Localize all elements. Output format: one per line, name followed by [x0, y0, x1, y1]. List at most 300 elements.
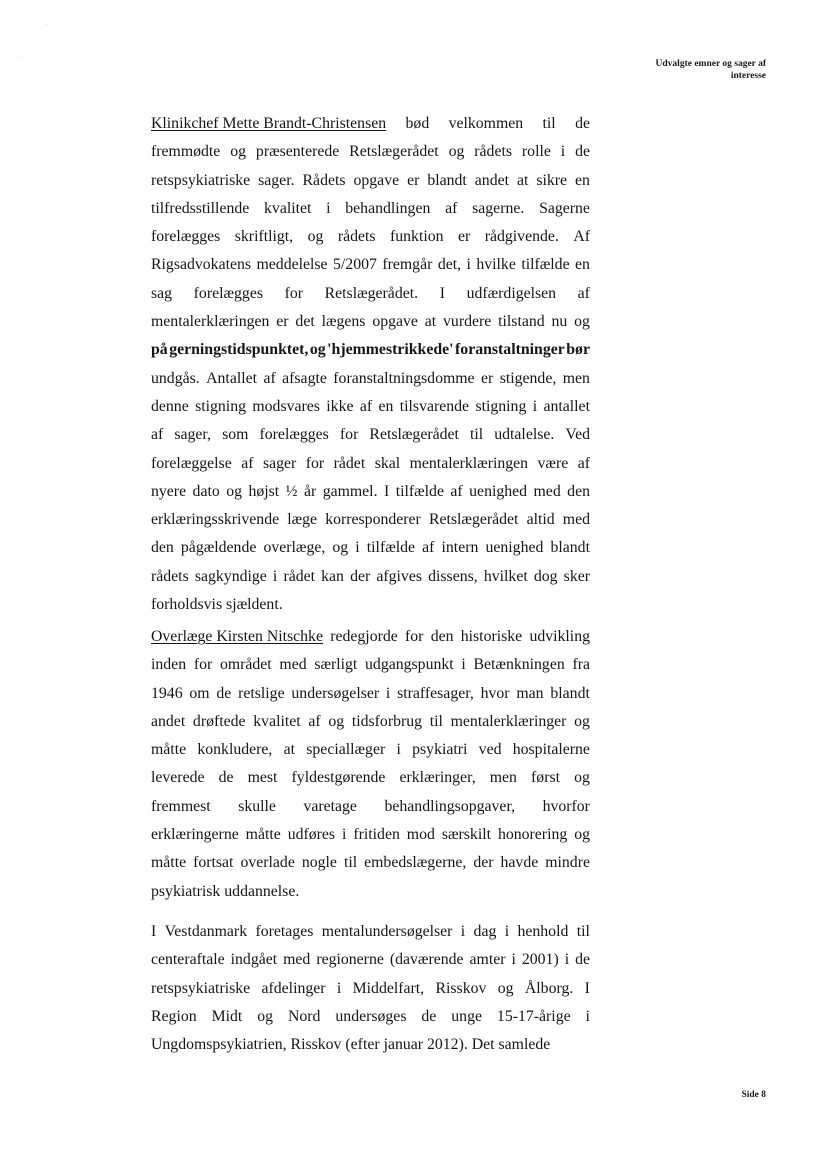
word: i [385, 684, 391, 702]
word: lægens [321, 313, 366, 331]
word: de [575, 115, 590, 132]
word: I [439, 284, 445, 302]
word: højst [248, 482, 280, 500]
text-line [151, 365, 590, 393]
word: antallet [543, 397, 590, 415]
word: henhold [517, 923, 569, 940]
word: være [537, 454, 569, 472]
word: og [574, 826, 590, 844]
underlined-name: Overlæge Kirsten Nitschke [151, 628, 323, 645]
text-line [151, 878, 590, 906]
word: år [303, 482, 317, 500]
word: i [504, 923, 510, 940]
word: varetage [303, 797, 357, 815]
header-line-1: Udvalgte emner og sager af [655, 59, 766, 69]
word: tilstand [498, 313, 545, 331]
word: og [574, 712, 590, 730]
word: Ved [565, 426, 590, 444]
word: (daværende [389, 951, 464, 969]
word: blandt [550, 539, 590, 557]
text-line [151, 138, 590, 166]
word: meddelelse [256, 256, 328, 274]
word: Retslægerådet [428, 511, 519, 529]
word: om [189, 684, 210, 702]
text-line [151, 736, 590, 764]
word: havde [500, 854, 539, 872]
word: Sagerne [539, 199, 590, 217]
word: den [151, 539, 174, 557]
text-line [151, 421, 590, 449]
word: særligt [314, 656, 358, 674]
word: og [332, 539, 349, 557]
word: til [576, 923, 590, 940]
word: I [584, 979, 590, 997]
word: tilfælde [521, 256, 570, 274]
word: det, [437, 256, 462, 274]
word: for [193, 656, 213, 674]
word: udvikling [529, 628, 590, 645]
word: udføres [287, 826, 336, 844]
word: stigning [475, 397, 527, 415]
text-line [151, 623, 590, 651]
word: er [407, 171, 420, 189]
word: af [151, 426, 164, 444]
text-line [151, 975, 590, 1003]
text-line [151, 680, 590, 708]
word: kvalitet [253, 712, 301, 730]
word: af [241, 454, 254, 472]
word: hvilket [483, 567, 528, 585]
word: sjældent. [226, 596, 283, 614]
word: dag [473, 923, 497, 940]
word: skal [374, 454, 401, 472]
word: Retslægerådet [369, 426, 459, 444]
word: der [473, 854, 494, 872]
word: og [574, 769, 590, 787]
word: af [577, 454, 590, 472]
word: opgave [372, 313, 418, 331]
word: og [307, 228, 324, 246]
text-line [151, 251, 590, 279]
word: men [489, 769, 517, 787]
word: behandlingen [345, 199, 431, 217]
text-line [151, 478, 590, 506]
text-line [151, 821, 590, 849]
word: i [532, 397, 538, 415]
word: sag [151, 284, 173, 302]
word: Retslægerådet. [324, 284, 419, 302]
word: for [284, 284, 304, 302]
word: korresponderer [325, 511, 421, 529]
word: redegjorde [330, 628, 398, 645]
word: rådets [337, 228, 376, 246]
word: og [226, 482, 242, 500]
word: retslige [238, 684, 285, 702]
word: honorering [497, 826, 568, 844]
word: i [466, 256, 471, 274]
word: bød [405, 115, 430, 132]
page-number: Side 8 [741, 1090, 766, 1100]
word: psykiatrisk [151, 882, 225, 900]
header-line-2: interesse [730, 71, 766, 81]
word: gerningstidspunktet, [169, 341, 309, 359]
word: modsvares [252, 397, 320, 415]
word: funktion [390, 228, 444, 246]
text-line [151, 195, 590, 223]
word: i [396, 741, 401, 759]
word: i [585, 1007, 590, 1025]
word: læge [287, 511, 318, 529]
word: for [405, 628, 424, 645]
word: Risskov [290, 1036, 346, 1054]
word: at [516, 171, 529, 189]
word: kvalitet [264, 199, 312, 217]
scan-speck: · [18, 54, 20, 60]
word: erklæringerne [151, 826, 239, 844]
word: det [295, 313, 315, 331]
word: nyere [151, 482, 187, 500]
word: Region [151, 1007, 197, 1025]
word: foretages [255, 923, 314, 940]
text-line [151, 651, 590, 679]
word: sikre [536, 171, 568, 189]
word: nu [551, 313, 568, 331]
word: i [460, 923, 466, 940]
word: Af [573, 228, 590, 246]
word: i [560, 143, 566, 161]
text-line [151, 946, 590, 974]
word: leverede [151, 769, 205, 787]
word: Rigsadvokatens [151, 256, 252, 274]
word: forelægges [259, 426, 329, 444]
text-line [151, 110, 590, 138]
word: den [430, 628, 454, 645]
word: i [336, 979, 342, 997]
word: vurdere [443, 313, 492, 331]
word: af [577, 284, 590, 302]
paragraph-1 [151, 110, 590, 619]
page-header [656, 58, 766, 82]
text-line [151, 308, 590, 336]
word: på [151, 341, 168, 359]
word: med [279, 656, 307, 674]
word: af [422, 539, 435, 557]
word: overlæge, [263, 539, 326, 557]
word: mentalundersøgelser [321, 923, 453, 940]
word: rådgivende. [484, 228, 559, 246]
word: forholdsvis [151, 596, 227, 614]
underlined-name: Klinikchef Mette Brandt-Christensen [151, 115, 387, 132]
word: Rådets [302, 171, 346, 189]
word: stigning [195, 397, 246, 415]
word: Antallet [206, 369, 258, 387]
word: og [230, 143, 247, 161]
word: i [355, 539, 360, 557]
word: nogle [301, 854, 337, 872]
word: tilfælde [366, 539, 416, 557]
word: 'hjemmestrikkede' [327, 341, 454, 359]
word: speciallæger [306, 741, 386, 759]
text-line [151, 534, 590, 562]
word: Middelfart, [352, 979, 425, 997]
word: 15-17-årige [496, 1007, 571, 1025]
paragraph-3 [151, 918, 590, 1059]
word: gammel. [322, 482, 378, 500]
word: retspsykiatriske [151, 171, 251, 189]
word: tilsvarende [399, 397, 470, 415]
word: sker [563, 567, 590, 585]
word: og [448, 143, 465, 161]
word: i [511, 951, 516, 969]
word: mod [406, 826, 435, 844]
word: den [567, 482, 590, 500]
scan-speck: · [46, 22, 48, 28]
word: uenighed [469, 482, 528, 500]
word: først [531, 769, 561, 787]
text-line [151, 764, 590, 792]
word: regionerne [316, 951, 384, 969]
text-line [151, 918, 590, 946]
word: konkludere, [197, 741, 273, 759]
word: området [219, 656, 272, 674]
word: tidsforbrug [351, 712, 423, 730]
word: I [151, 923, 157, 940]
word: afgives [376, 567, 422, 585]
word: udfærdigelsen [466, 284, 557, 302]
word: til [343, 854, 358, 872]
word: sagkyndige [194, 567, 267, 585]
word: at [283, 741, 296, 759]
word: i [342, 826, 347, 844]
word: til [469, 426, 484, 444]
word: dog [533, 567, 558, 585]
word: undersøgelser [291, 684, 380, 702]
word: fremmødte [151, 143, 221, 161]
word: rolle [521, 143, 551, 161]
word: og [309, 341, 326, 359]
word: centeraftale [151, 951, 225, 969]
word: er [457, 228, 471, 246]
word: andet [474, 171, 510, 189]
word: sager, [174, 426, 212, 444]
word: andet [151, 712, 186, 730]
text-line [151, 506, 590, 534]
word: som [222, 426, 249, 444]
word: de [421, 1007, 437, 1025]
word: inden [151, 656, 187, 674]
word: rådet [333, 454, 366, 472]
word: uenighed [485, 539, 544, 557]
word: dato [192, 482, 220, 500]
word: i [272, 567, 278, 585]
word: og [574, 313, 590, 331]
word: er [481, 369, 494, 387]
word: embedslægerne, [364, 854, 467, 872]
word: (efter [345, 1036, 384, 1054]
word: altid [526, 511, 555, 529]
word: måtte [151, 741, 187, 759]
text-line [151, 280, 590, 308]
word: foranstaltninger [455, 341, 565, 359]
word: mest [247, 769, 278, 787]
word: Risskov [435, 979, 487, 997]
word: for [339, 426, 359, 444]
word: præsenterede [255, 143, 340, 161]
word: men [562, 369, 590, 387]
word: og [257, 1007, 274, 1025]
word: blandt [427, 171, 467, 189]
word: fortsat [193, 854, 234, 872]
word: erklæringsskrivende [151, 511, 280, 529]
word: amter [469, 951, 506, 969]
word: velkommen [448, 115, 524, 132]
word: straffesager, [397, 684, 474, 702]
word: man [516, 684, 544, 702]
word: tilfredsstillende [151, 199, 250, 217]
word: mentalerklæringer [450, 712, 567, 730]
text-line [151, 708, 590, 736]
word: skriftligt, [234, 228, 294, 246]
word: Vestdanmark [164, 923, 248, 940]
word: udtalelse. [494, 426, 555, 444]
word: 2012). [426, 1036, 472, 1054]
word: fra [572, 656, 590, 674]
word: overlade [240, 854, 295, 872]
word: i [564, 951, 570, 969]
word: afsagte [282, 369, 327, 387]
word: mentalerklæringen [151, 313, 270, 331]
word: retspsykiatriske [151, 979, 251, 997]
word: sager. [258, 171, 295, 189]
word: til [542, 115, 556, 132]
text-line [151, 849, 590, 877]
word: fyldestgørende [291, 769, 386, 787]
word: fritiden [353, 826, 400, 844]
word: uddannelse. [224, 882, 300, 900]
word: sagerne. [472, 199, 525, 217]
word: psykiatri [412, 741, 468, 759]
word: mentalerklæringen [409, 454, 529, 472]
word: af [445, 199, 458, 217]
paragraph-2 [151, 623, 590, 906]
word: er [276, 313, 289, 331]
word: drøftede [192, 712, 246, 730]
word: rådets [151, 567, 189, 585]
word: udgangspunkt [365, 656, 454, 674]
word: historiske [460, 628, 523, 645]
word: med [533, 482, 561, 500]
word: med [283, 951, 311, 969]
word: 2001) [521, 951, 559, 969]
word: i [461, 656, 466, 674]
text-line [151, 393, 590, 421]
word: af [450, 482, 463, 500]
word: af [263, 369, 276, 387]
word: en [575, 256, 590, 274]
text-line [151, 450, 590, 478]
word: foranstaltningsdomme [333, 369, 475, 387]
word: bør [566, 341, 590, 359]
word: ½ [285, 482, 298, 500]
word: at [424, 313, 437, 331]
word: Retslægerådet [349, 143, 439, 161]
word: af [359, 397, 373, 415]
text-line [151, 167, 590, 195]
word: rådets [474, 143, 512, 161]
word: tilfælde [395, 482, 444, 500]
word: erklæringer, [399, 769, 476, 787]
text-line [151, 1031, 590, 1059]
word: indgået [230, 951, 278, 969]
word: rådet [283, 567, 316, 585]
text-line [151, 336, 590, 364]
word: forelæggelse [151, 454, 232, 472]
word: der [350, 567, 371, 585]
word: de [216, 684, 232, 702]
word: blandt [550, 684, 590, 702]
word: Det [471, 1036, 499, 1054]
word: forelægges [151, 228, 221, 246]
word: I [383, 482, 390, 500]
word: mindre [545, 854, 590, 872]
word: de [575, 951, 590, 969]
word: Ungdomspsykiatrien, [151, 1036, 291, 1054]
word: Ålborg. [524, 979, 574, 997]
word: til [429, 712, 443, 730]
word: kan [321, 567, 344, 585]
word: af [308, 712, 321, 730]
word: 1946 [151, 684, 183, 702]
word: fremmest [151, 797, 211, 815]
word: skulle [238, 797, 276, 815]
text-line [151, 563, 590, 591]
word: hvilke [476, 256, 516, 274]
word: Betænkningen [473, 656, 565, 674]
word: Midt [211, 1007, 243, 1025]
text-line [151, 793, 590, 821]
word: afdelinger [261, 979, 326, 997]
word: i [326, 199, 331, 217]
text-line [151, 223, 590, 251]
word: Nord [287, 1007, 321, 1025]
word: dissens, [428, 567, 478, 585]
word: de [575, 143, 590, 161]
word: fremgår [382, 256, 433, 274]
word: samlede [498, 1036, 551, 1054]
word: hospitalerne [512, 741, 590, 759]
word: hvor [480, 684, 510, 702]
word: særskilt [441, 826, 491, 844]
word: undersøges [335, 1007, 407, 1025]
word: behandlingsopgaver, [384, 797, 516, 815]
word: de [218, 769, 234, 787]
word: intern [441, 539, 479, 557]
word: måtte [245, 826, 281, 844]
word: og [328, 712, 345, 730]
word: en [575, 171, 590, 189]
word: hvorfor [542, 797, 590, 815]
word: 5/2007 [333, 256, 377, 274]
word: med [562, 511, 590, 529]
text-line [151, 1003, 590, 1031]
word: pågældende [180, 539, 257, 557]
word: opgave [353, 171, 400, 189]
word: januar [383, 1036, 427, 1054]
text-line [151, 591, 590, 619]
word: en [378, 397, 394, 415]
word: unge [451, 1007, 482, 1025]
word: denne [151, 397, 189, 415]
